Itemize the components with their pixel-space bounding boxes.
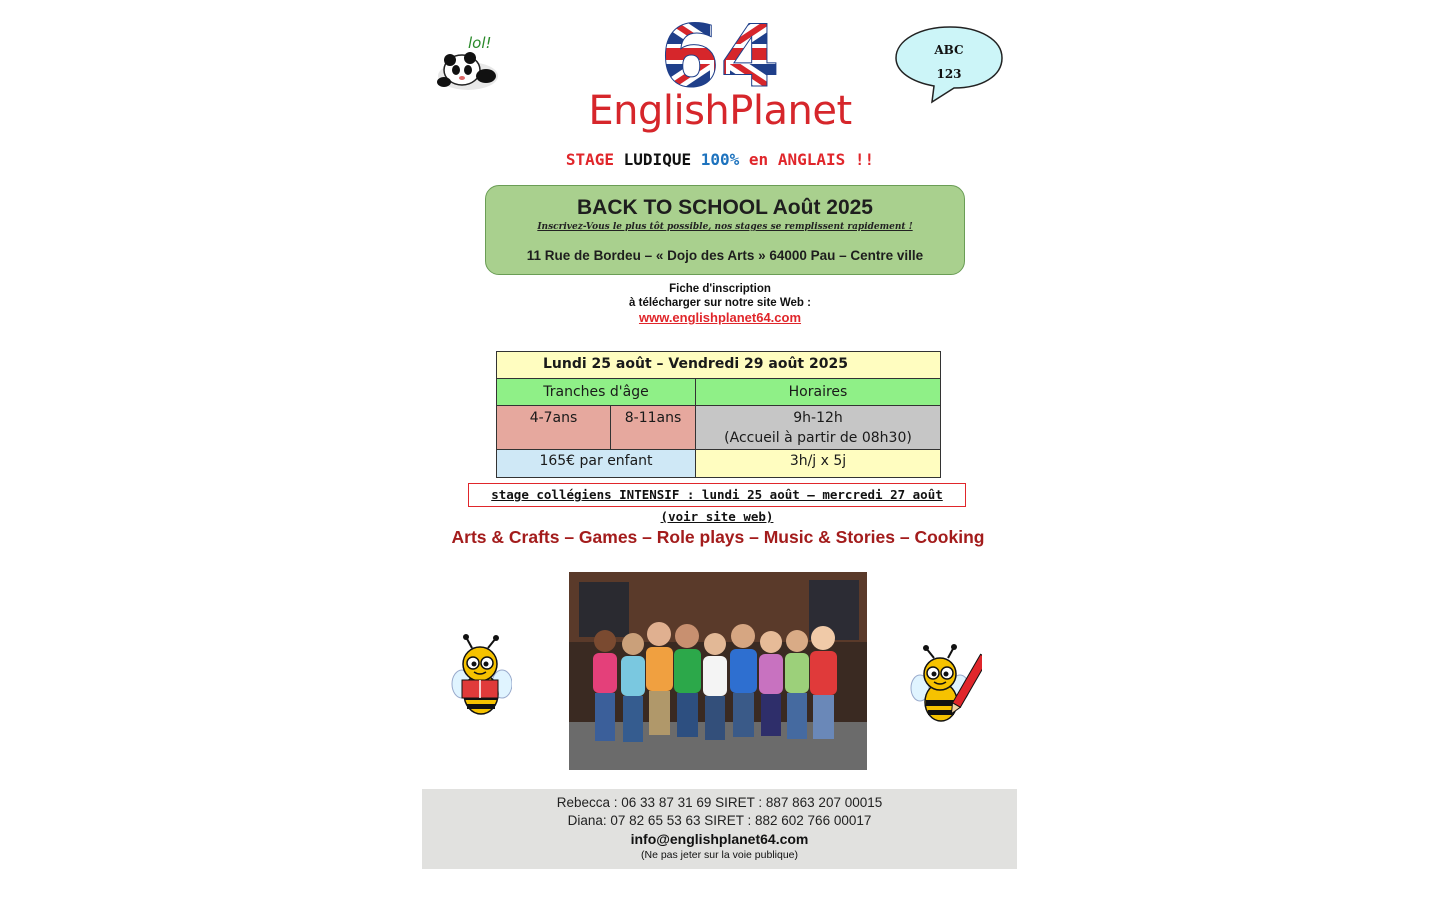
registration-line-2: à télécharger sur notre site Web : (629, 297, 811, 309)
hours-header: Horaires (696, 379, 941, 406)
program-title: BACK TO SCHOOL Août 2025 (577, 196, 873, 219)
tagline-word-2: LUDIQUE (623, 150, 692, 169)
contact-note: (Ne pas jeter sur la voie publique) (641, 849, 798, 861)
tagline-word-6: !! (854, 150, 875, 169)
contact-email[interactable]: info@englishplanet64.com (630, 831, 809, 847)
contact-diana: Diana: 07 82 65 53 63 SIRET : 882 602 766 00017 (567, 813, 872, 828)
registration-text (520, 282, 920, 310)
hours-cell (696, 406, 941, 449)
age-group-1: 4-7ans (497, 406, 611, 449)
activities-list: Arts & Crafts – Games – Role plays – Music & Stories – Cooking (451, 527, 985, 547)
contact-rebecca: Rebecca : 06 33 87 31 69 SIRET : 887 863 207 00015 (556, 795, 883, 810)
bee-pencil-image (910, 644, 982, 724)
logo-64-flag (660, 14, 780, 94)
schedule-table (496, 351, 941, 478)
panda-lol-text: lol! (468, 34, 492, 52)
tagline-word-1: STAGE (565, 150, 615, 169)
tagline-word-5: ANGLAIS (777, 150, 846, 169)
children-group-photo (569, 572, 867, 770)
bubble-line-2: 123 (936, 67, 962, 81)
age-group-2: 8-11ans (611, 406, 696, 449)
bubble-text (902, 38, 996, 86)
schedule-dates: Lundi 25 août – Vendredi 29 août 2025 (497, 352, 941, 379)
age-header: Tranches d'âge (497, 379, 696, 406)
intensive-notice: stage collégiens INTENSIF : lundi 25 août – mercredi 27 août (voir site web) (468, 483, 966, 507)
duration-cell: 3h/j x 5j (696, 449, 941, 477)
program-subtitle: Inscrivez-Vous le plus tôt possible, nos stages se remplissent rapidement ! (537, 222, 913, 232)
panda-lol-image (432, 30, 504, 94)
price-cell: 165€ par enfant (497, 449, 696, 477)
children-figures (593, 622, 837, 742)
logo-number: 64 (660, 14, 780, 94)
hours-value: 9h-12h (793, 410, 843, 427)
tagline (440, 150, 1000, 169)
bee-reading-image (450, 634, 512, 718)
logo-name: EnglishPlanet (588, 88, 852, 134)
program-address: 11 Rue de Bordeu – « Dojo des Arts » 64000 Pau – Centre ville (526, 248, 924, 263)
hours-note: (Accueil à partir de 08h30) (724, 430, 912, 447)
registration-line-1: Fiche d'inscription (669, 283, 771, 295)
website-link[interactable]: www.englishplanet64.com (638, 310, 802, 325)
bubble-line-1: ABC (934, 43, 964, 57)
tagline-word-4: en (748, 150, 769, 169)
tagline-word-3: 100% (700, 150, 740, 169)
